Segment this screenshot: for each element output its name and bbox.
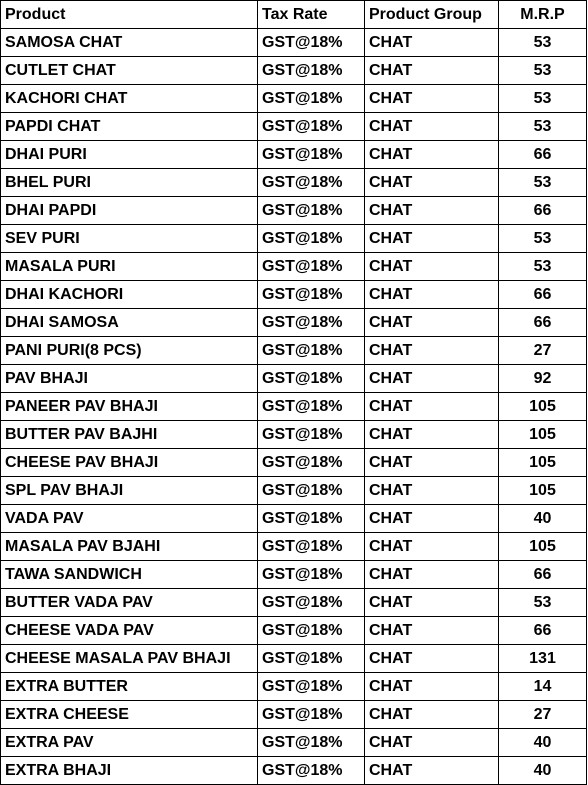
table-row [1,365,587,393]
product-group-cell: CHAT [365,729,499,757]
mrp-cell: 105 [499,393,587,421]
header-mrp: M.R.P [499,1,587,29]
product-cell: DHAI PAPDI [1,197,258,225]
table-row [1,253,587,281]
mrp-cell: 92 [499,365,587,393]
mrp-cell: 66 [499,141,587,169]
tax-rate-cell: GST@18% [258,365,365,393]
table-row [1,337,587,365]
product-group-cell: CHAT [365,113,499,141]
product-group-cell: CHAT [365,85,499,113]
header-product: Product [1,1,258,29]
product-group-cell: CHAT [365,505,499,533]
mrp-cell: 53 [499,57,587,85]
tax-rate-cell: GST@18% [258,589,365,617]
mrp-cell: 66 [499,281,587,309]
product-group-cell: CHAT [365,757,499,785]
table-row [1,533,587,561]
table-row [1,477,587,505]
product-cell: PAV BHAJI [1,365,258,393]
product-group-cell: CHAT [365,309,499,337]
product-group-cell: CHAT [365,589,499,617]
table-row [1,701,587,729]
product-cell: PAPDI CHAT [1,113,258,141]
table-row [1,729,587,757]
tax-rate-cell: GST@18% [258,393,365,421]
table-row [1,505,587,533]
table-row [1,561,587,589]
product-group-cell: CHAT [365,169,499,197]
tax-rate-cell: GST@18% [258,253,365,281]
product-cell: PANEER PAV BHAJI [1,393,258,421]
product-cell: CUTLET CHAT [1,57,258,85]
table-row [1,393,587,421]
table-row [1,29,587,57]
table-row [1,141,587,169]
mrp-cell: 66 [499,309,587,337]
product-group-cell: CHAT [365,29,499,57]
tax-rate-cell: GST@18% [258,533,365,561]
header-tax-rate: Tax Rate [258,1,365,29]
tax-rate-cell: GST@18% [258,477,365,505]
product-cell: MASALA PURI [1,253,258,281]
product-cell: DHAI KACHORI [1,281,258,309]
product-cell: KACHORI CHAT [1,85,258,113]
product-cell: EXTRA PAV [1,729,258,757]
product-cell: SPL PAV BHAJI [1,477,258,505]
table-row [1,449,587,477]
tax-rate-cell: GST@18% [258,449,365,477]
mrp-cell: 53 [499,29,587,57]
tax-rate-cell: GST@18% [258,85,365,113]
mrp-cell: 66 [499,197,587,225]
table-row [1,645,587,673]
product-cell: DHAI SAMOSA [1,309,258,337]
tax-rate-cell: GST@18% [258,421,365,449]
tax-rate-cell: GST@18% [258,57,365,85]
table-row [1,421,587,449]
product-cell: VADA PAV [1,505,258,533]
table-row [1,225,587,253]
product-group-cell: CHAT [365,253,499,281]
tax-rate-cell: GST@18% [258,505,365,533]
product-cell: BHEL PURI [1,169,258,197]
table-row [1,673,587,701]
mrp-cell: 105 [499,533,587,561]
product-group-cell: CHAT [365,617,499,645]
mrp-cell: 53 [499,589,587,617]
mrp-cell: 53 [499,85,587,113]
tax-rate-cell: GST@18% [258,337,365,365]
product-group-cell: CHAT [365,225,499,253]
product-group-cell: CHAT [365,365,499,393]
mrp-cell: 105 [499,421,587,449]
mrp-cell: 27 [499,337,587,365]
table-row [1,757,587,785]
mrp-cell: 53 [499,225,587,253]
tax-rate-cell: GST@18% [258,113,365,141]
product-cell: SEV PURI [1,225,258,253]
product-cell: DHAI PURI [1,141,258,169]
tax-rate-cell: GST@18% [258,309,365,337]
mrp-cell: 53 [499,169,587,197]
mrp-cell: 27 [499,701,587,729]
product-cell: EXTRA CHEESE [1,701,258,729]
table-row [1,589,587,617]
product-group-cell: CHAT [365,477,499,505]
tax-rate-cell: GST@18% [258,169,365,197]
mrp-cell: 66 [499,617,587,645]
mrp-cell: 53 [499,253,587,281]
tax-rate-cell: GST@18% [258,281,365,309]
product-cell: TAWA SANDWICH [1,561,258,589]
product-group-cell: CHAT [365,57,499,85]
table-row [1,113,587,141]
product-cell: CHEESE PAV BHAJI [1,449,258,477]
product-group-cell: CHAT [365,281,499,309]
product-cell: CHEESE MASALA PAV BHAJI [1,645,258,673]
product-cell: BUTTER VADA PAV [1,589,258,617]
table-row [1,57,587,85]
header-product-group: Product Group [365,1,499,29]
product-group-cell: CHAT [365,337,499,365]
mrp-cell: 53 [499,113,587,141]
product-cell: BUTTER PAV BAJHI [1,421,258,449]
product-cell: PANI PURI(8 PCS) [1,337,258,365]
mrp-cell: 105 [499,477,587,505]
tax-rate-cell: GST@18% [258,561,365,589]
table-row [1,309,587,337]
product-group-cell: CHAT [365,701,499,729]
table-row [1,85,587,113]
product-cell: EXTRA BHAJI [1,757,258,785]
product-cell: MASALA PAV BJAHI [1,533,258,561]
tax-rate-cell: GST@18% [258,617,365,645]
tax-rate-cell: GST@18% [258,729,365,757]
tax-rate-cell: GST@18% [258,225,365,253]
product-group-cell: CHAT [365,645,499,673]
product-group-cell: CHAT [365,393,499,421]
tax-rate-cell: GST@18% [258,141,365,169]
table-body [1,29,587,785]
table-row [1,197,587,225]
table-row [1,617,587,645]
mrp-cell: 66 [499,561,587,589]
tax-rate-cell: GST@18% [258,645,365,673]
mrp-cell: 105 [499,449,587,477]
mrp-cell: 40 [499,729,587,757]
mrp-cell: 40 [499,505,587,533]
product-group-cell: CHAT [365,197,499,225]
product-cell: CHEESE VADA PAV [1,617,258,645]
product-group-cell: CHAT [365,141,499,169]
product-group-cell: CHAT [365,561,499,589]
product-cell: EXTRA BUTTER [1,673,258,701]
mrp-cell: 14 [499,673,587,701]
product-group-cell: CHAT [365,533,499,561]
tax-rate-cell: GST@18% [258,197,365,225]
table-row [1,281,587,309]
header-row [1,1,587,29]
product-cell: SAMOSA CHAT [1,29,258,57]
tax-rate-cell: GST@18% [258,29,365,57]
tax-rate-cell: GST@18% [258,673,365,701]
mrp-cell: 40 [499,757,587,785]
product-group-cell: CHAT [365,449,499,477]
product-group-cell: CHAT [365,421,499,449]
product-group-cell: CHAT [365,673,499,701]
mrp-cell: 131 [499,645,587,673]
tax-rate-cell: GST@18% [258,701,365,729]
tax-rate-cell: GST@18% [258,757,365,785]
table-row [1,169,587,197]
